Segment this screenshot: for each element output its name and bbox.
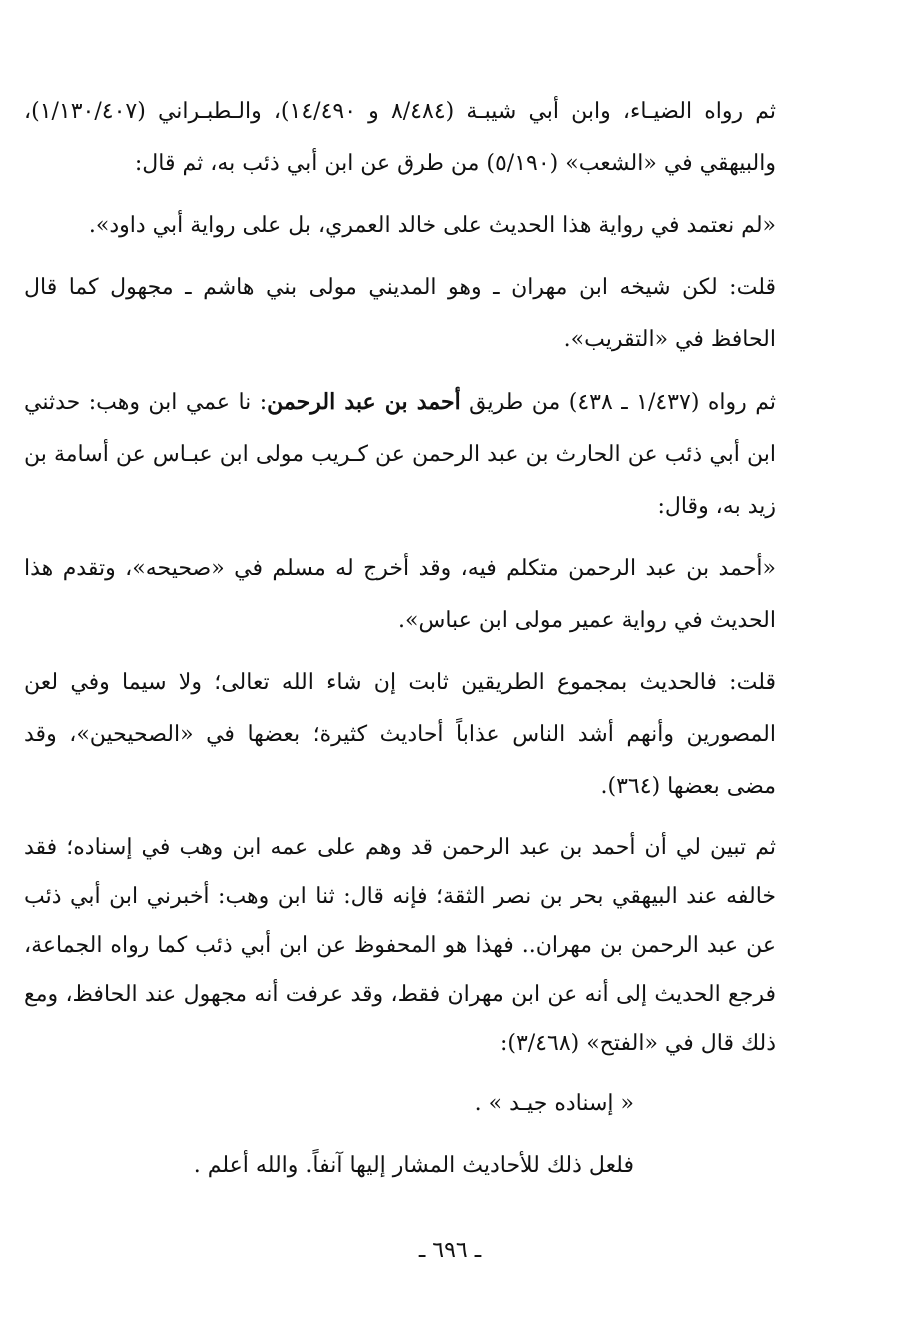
paragraph-closing: فلعل ذلك للأحاديث المشار إليها آنفاً. والله أعلم . bbox=[193, 1153, 634, 1178]
paragraph-ahmad-route-pre: ثم رواه (١/٤٣٧ ـ ٤٣٨) من طريق bbox=[460, 390, 776, 415]
narrator-name-bold: أحمد بن عبد الرحمن bbox=[267, 389, 461, 415]
paragraph-ibn-mahran: قلت: لكن شيخه ابن مهران ـ وهو المديني مولى بني هاشم ـ مجهول كما قال الحافظ في «التقريب». bbox=[24, 275, 776, 352]
paragraph-ahmad-route-post: : نا عمي ابن وهب: حدثني ابن أبي ذئب عن الحارث بن عبد الرحمن عن كـريب مولى ابن عبـاس عن أسامة بن زيد به، وقال: bbox=[24, 390, 776, 519]
paragraph-hadith-thabit: قلت: فالحديث بمجموع الطريقين ثابت إن شاء الله تعالى؛ ولا سيما وفي لعن المصورين وأنهم أشد الناس عذاباً أحاديث كثيرة؛ بعضها في «الصحيحين»، وقد مضى بعضها (٣٦٤). bbox=[24, 670, 776, 799]
quote-ahmad: «أحمد بن عبد الرحمن متكلم فيه، وقد أخرج له مسلم في «صحيحه»، وتقدم هذا الحديث في رواية عمير مولى ابن عباس». bbox=[24, 556, 776, 633]
paragraph-tabayyan: ثم تبين لي أن أحمد بن عبد الرحمن قد وهم على عمه ابن وهب في إسناده؛ فقد خالفه عند البيهقي بحر بن نصر الثقة؛ فإنه قال: ثنا ابن وهب: أخبرني ابن أبي ذئب عن عبد الرحمن بن مهران.. فهذا هو المحفوظ عن ابن أبي ذئب كما رواه الجماعة، فرجع الحديث إلى أنه عن ابن مهران فقط، وقد عرفت أنه مجهول عند الحافظ، ومع ذلك قال في «الفتح» (٣/٤٦٨): bbox=[24, 835, 776, 1056]
page-body bbox=[24, 86, 776, 1202]
quote-isnad-jayyid: « إسناده جيـد » . bbox=[474, 1091, 634, 1116]
paragraph-takhrij-intro: ثم رواه الضيـاء، وابن أبي شيبـة (٨/٤٨٤ و ١٤/٤٩٠)، والـطبـراني (١/١٣٠/٤٠٧)، والبيهقي في «الشعب» (٥/١٩٠) من طرق عن ابن أبي ذئب به، ثم قال: bbox=[24, 99, 776, 176]
paragraph-ahmad-route bbox=[24, 376, 776, 533]
quote-bayhaqi: «لم نعتمد في رواية هذا الحديث على خالد العمري، بل على رواية أبي داود». bbox=[88, 213, 776, 238]
page-number: ـ ٦٩٦ ـ bbox=[418, 1238, 482, 1263]
